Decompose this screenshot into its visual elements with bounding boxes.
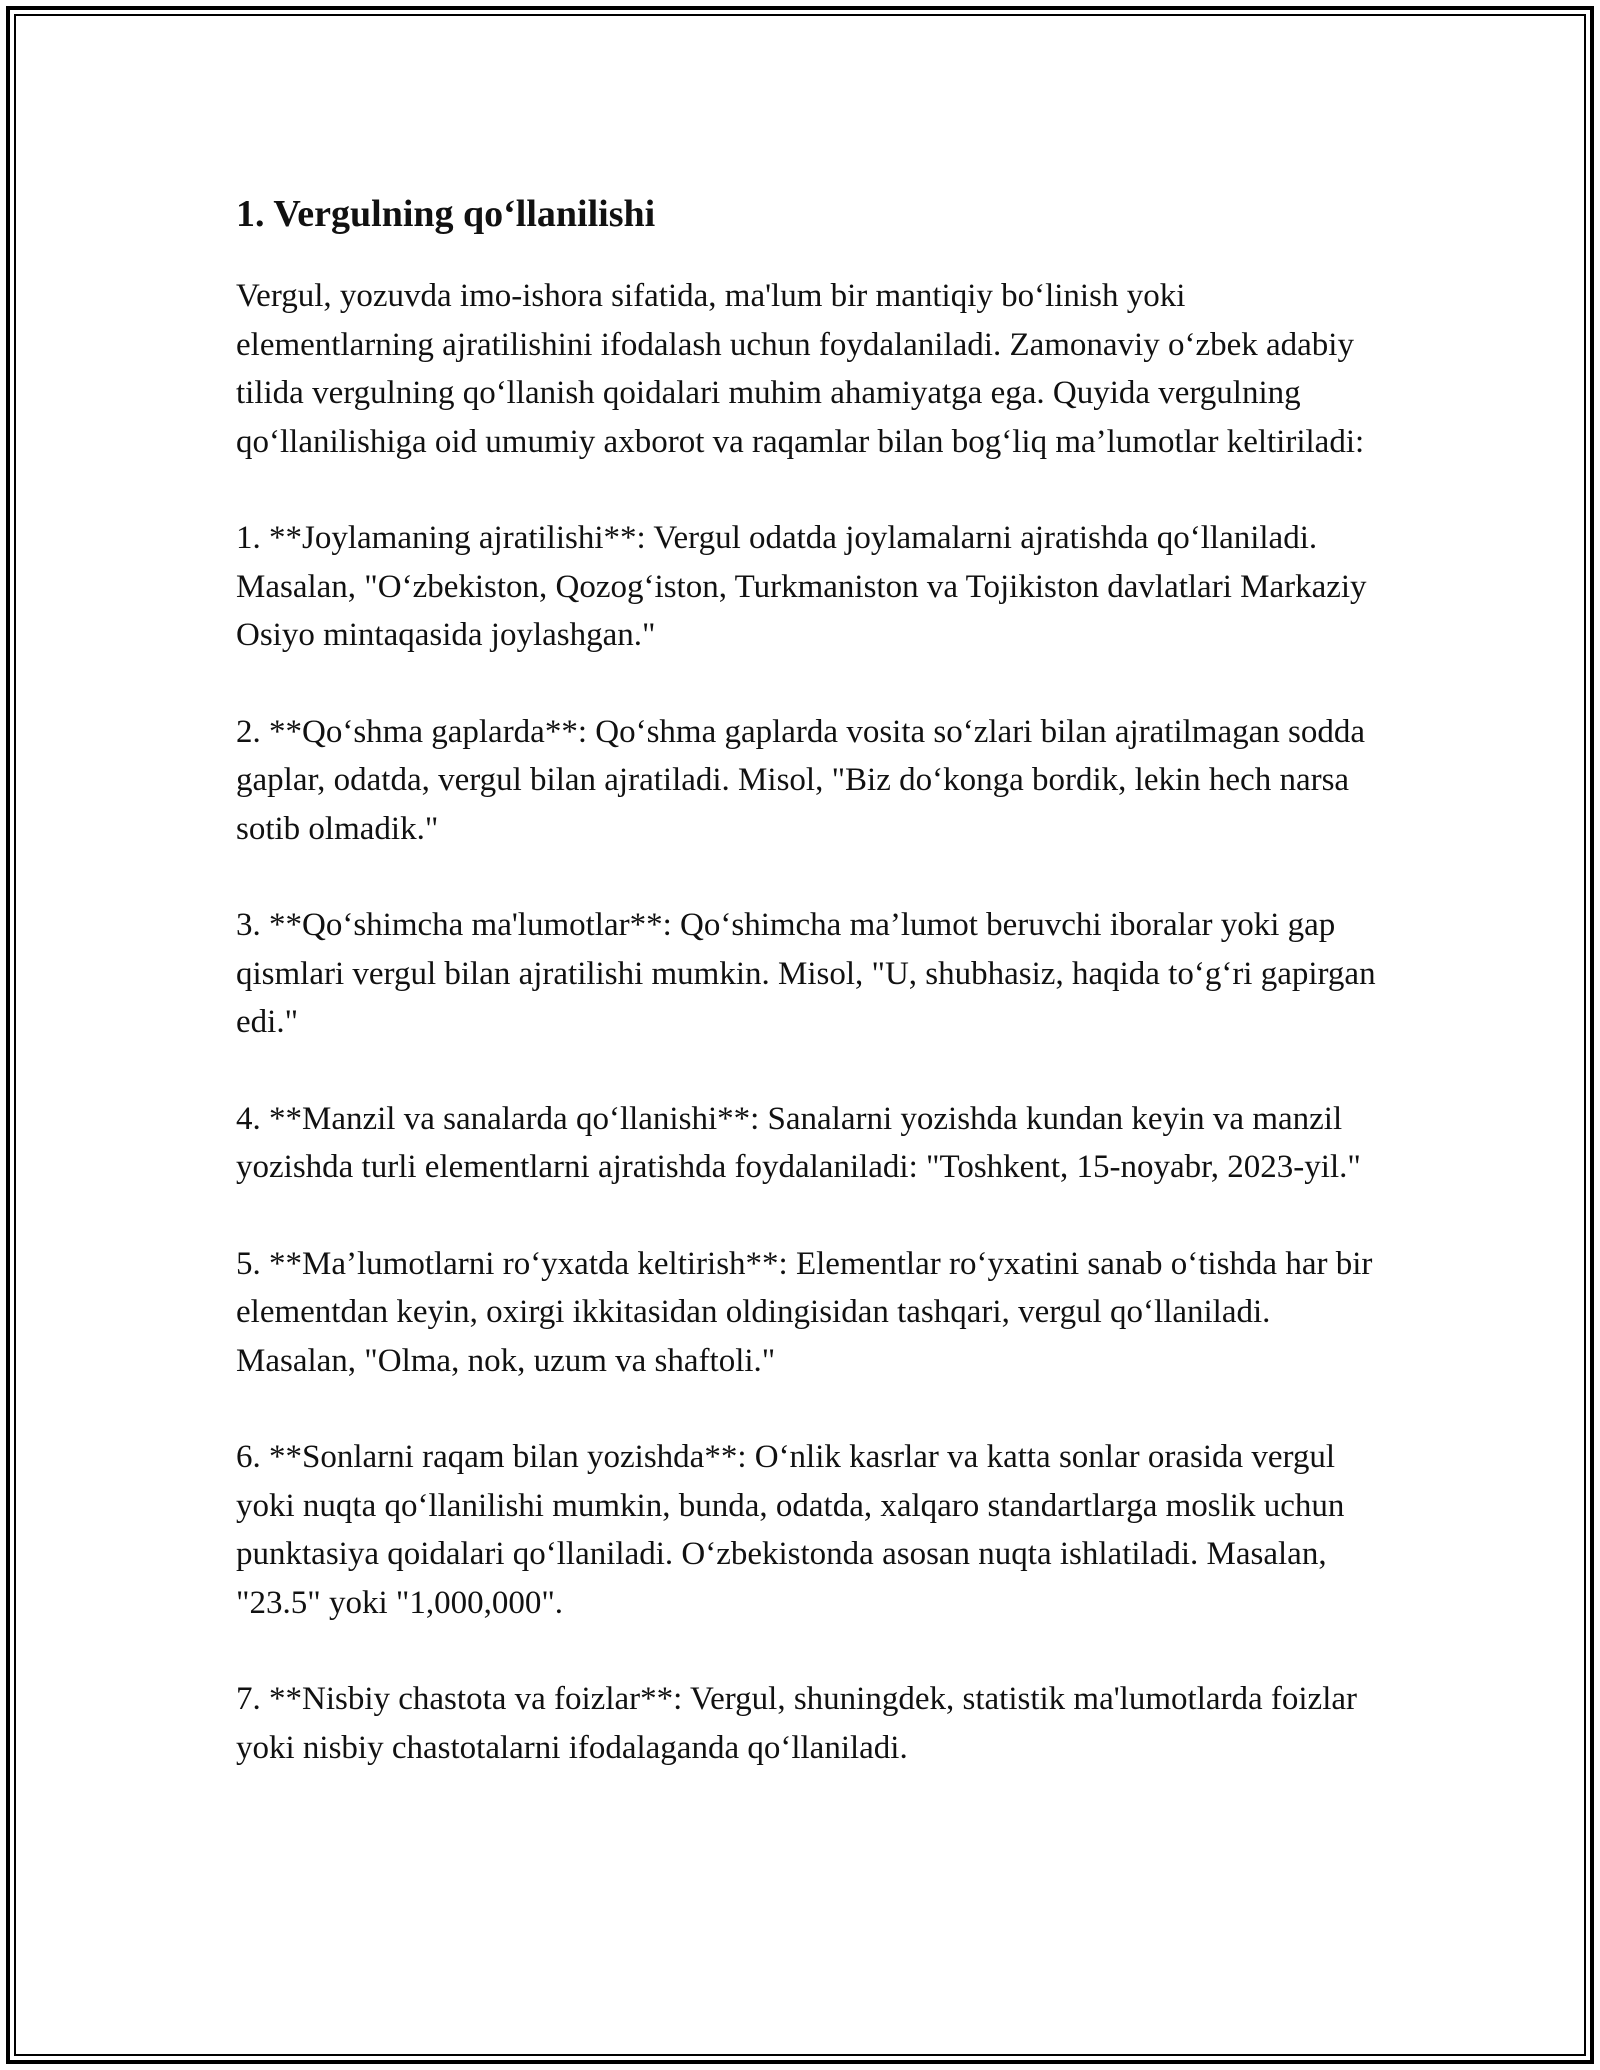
list-item-3: 3. **Qo‘shimcha ma'lumotlar**: Qo‘shimcha ma’lumot beruvchi iboralar yoki gap qismlari vergul bilan ajratilishi mumkin. Misol, "U, shubhasiz, haqida to‘g‘ri gapirgan edi." (236, 907, 1376, 1040)
intro-paragraph: Vergul, yozuvda imo-ishora sifatida, ma'lum bir mantiqiy bo‘linish yoki elementlarning ajratilishini ifodalash uchun foydalaniladi. Zamonaviy o‘zbek adabiy tilida vergulning qo‘llanish qoidalari muhim ahamiyatga ega. Quyida vergulning qo‘llanilishiga oid umumiy axborot va raqamlar bilan bog‘liq ma’lumotlar keltiriladi: (236, 278, 1365, 460)
list-item-1: 1. **Joylamaning ajratilishi**: Vergul odatda joylamalarni ajratishda qo‘llaniladi. Masalan, "O‘zbekiston, Qozog‘iston, Turkmaniston va Tojikiston davlatlari Markaziy Osiyo mintaqasida joylashgan." (236, 520, 1367, 653)
list-item-5: 5. **Ma’lumotlarni ro‘yxatda keltirish**: Elementlar ro‘yxatini sanab o‘tishda har bir elementdan keyin, oxirgi ikkitasidan oldingisidan tashqari, vergul qo‘llaniladi. Masalan, "Olma, nok, uzum va shaftoli." (236, 1245, 1373, 1379)
list-item-6: 6. **Sonlarni raqam bilan yozishda**: O‘nlik kasrlar va katta sonlar orasida vergul yoki nuqta qo‘llanilishi mumkin, bunda, odatda, xalqaro standartlarga moslik uchun punktasiya qoidalari qo‘llaniladi. O‘zbekistonda asosan nuqta ishlatiladi. Masalan, "23.5" yoki "1,000,000". (236, 1439, 1345, 1621)
list-item-4: 4. **Manzil va sanalarda qo‘llanishi**: Sanalarni yozishda kundan keyin va manzil yozishda turli elementlarni ajratishda foydalaniladi: "Toshkent, 15-noyabr, 2023-yil." (236, 1100, 1361, 1185)
list-item-7: 7. **Nisbiy chastota va foizlar**: Vergul, shuningdek, statistik ma'lumotlarda foizlar yoki nisbiy chastotalarni ifodalaganda qo‘llaniladi. (236, 1681, 1358, 1766)
document-title: 1. Vergulning qo‘llanilishi (236, 193, 656, 235)
list-item-2: 2. **Qo‘shma gaplarda**: Qo‘shma gaplarda vosita so‘zlari bilan ajratilmagan sodda gaplar, odatda, vergul bilan ajratiladi. Misol, "Biz do‘konga bordik, lekin hech narsa sotib olmadik." (236, 713, 1365, 847)
document-body (236, 186, 1386, 1820)
